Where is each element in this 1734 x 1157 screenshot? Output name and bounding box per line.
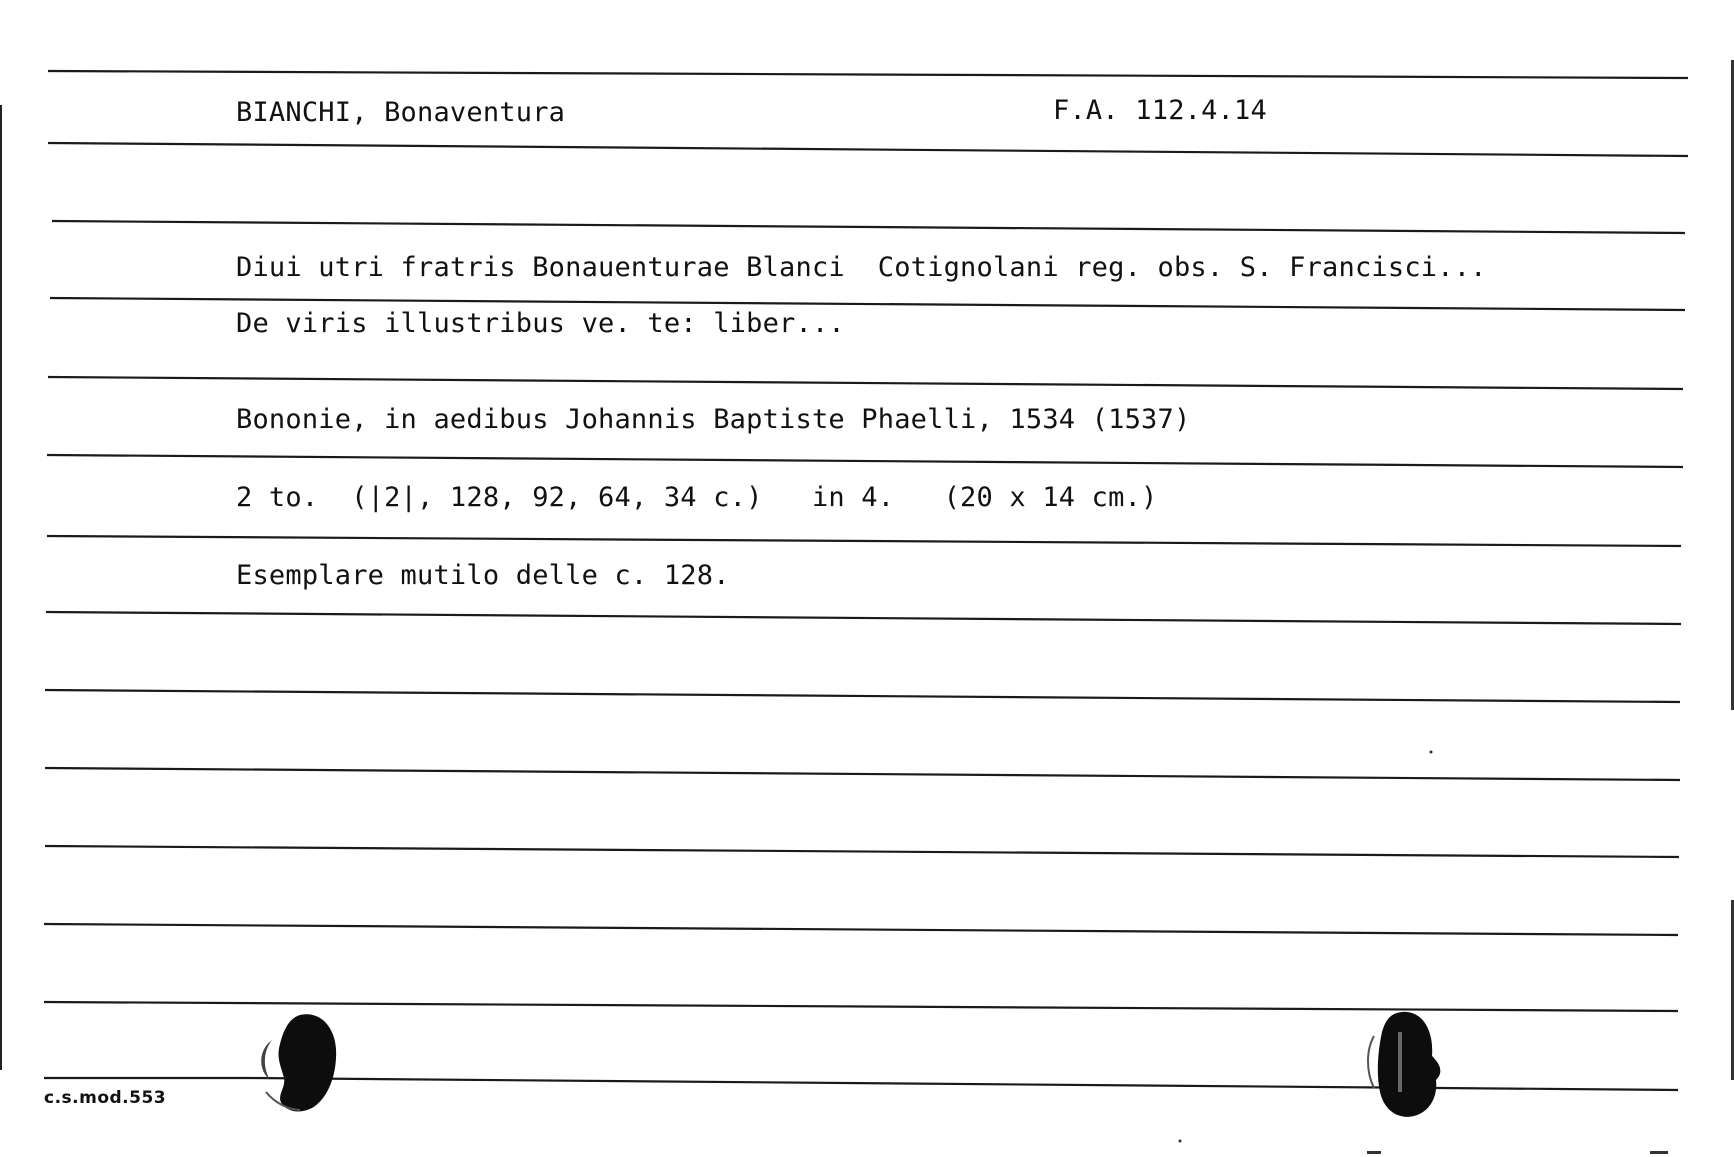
rule-line [44, 924, 1678, 935]
rule-line [48, 143, 1688, 156]
punch-hole-right-icon [1368, 1012, 1440, 1117]
collation-line: 2 to. (|2|, 128, 92, 64, 34 c.) in 4. (20 x 14 cm.) [236, 482, 1158, 513]
shelfmark: F.A. 112.4.14 [1053, 95, 1267, 126]
rule-line [52, 221, 1685, 233]
title-line-1: Diui utri fratris Bonauenturae Blanci Cotignolani reg. obs. S. Francisci... [236, 252, 1487, 283]
rule-line [44, 1002, 1678, 1011]
rule-line [47, 536, 1681, 546]
rule-line [250, 1078, 1678, 1090]
rule-line [45, 768, 1680, 780]
title-line-2: De viris illustribus ve. te: liber... [236, 308, 845, 339]
punch-hole-left-icon [261, 1014, 336, 1111]
rule-line [48, 377, 1683, 389]
form-code: c.s.mod.553 [44, 1088, 167, 1108]
rule-line [47, 455, 1683, 467]
rule-line [46, 612, 1681, 624]
rule-line [45, 690, 1680, 702]
imprint-line: Bononie, in aedibus Johannis Baptiste Phaelli, 1534 (1537) [236, 404, 1191, 435]
note-line: Esemplare mutilo delle c. 128. [236, 560, 730, 591]
author-heading: BIANCHI, Bonaventura [236, 97, 566, 128]
rule-line [48, 71, 1688, 78]
rule-line [45, 846, 1679, 857]
